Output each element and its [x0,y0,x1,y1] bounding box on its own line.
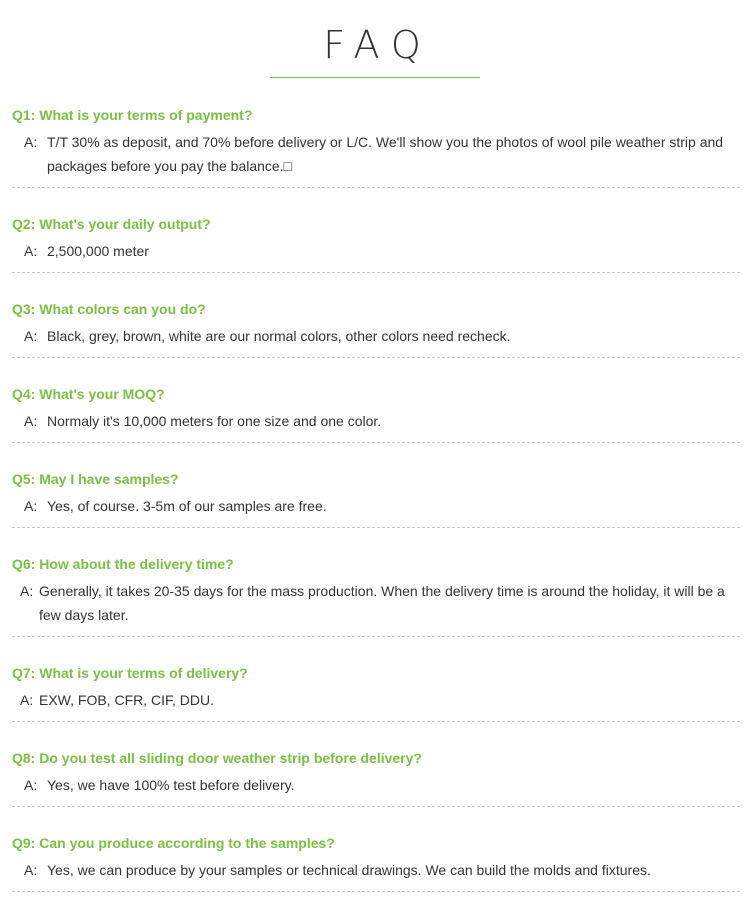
answer-text: Generally, it takes 20-35 days for the mass production. When the delivery time is around the holiday, it will be a few days later. [39,583,725,623]
faq-item-7 [12,654,740,722]
answer-prefix: A: [24,134,38,150]
answer-prefix: A: [24,862,38,878]
answer-prefix: A: [24,243,38,259]
title-underline [270,77,480,78]
faq-item-1 [12,96,740,188]
faq-question: Q9: Can you produce according to the samples? [12,835,335,851]
faq-question: Q1: What is your terms of payment? [12,107,253,123]
answer-prefix: A: [24,777,38,793]
faq-answer [12,409,740,433]
page-title: FAQ [323,23,433,67]
faq-answer [12,324,740,348]
answer-prefix: A: [24,413,38,429]
faq-answer [12,130,740,178]
faq-question: Q2: What's your daily output? [12,216,211,232]
answer-text: 2,500,000 meter [47,243,149,259]
faq-question: Q5: May I have samples? [12,471,179,487]
faq-answer [12,773,740,797]
answer-text: Yes, of course. 3-5m of our samples are free. [47,498,327,514]
faq-question: Q6: How about the delivery time? [12,556,234,572]
answer-text: Normaly it's 10,000 meters for one size and one color. [47,413,382,429]
answer-text: EXW, FOB, CFR, CIF, DDU. [39,692,215,708]
answer-text: Black, grey, brown, white are our normal colors, other colors need recheck. [47,328,511,344]
answer-prefix: A: [24,498,38,514]
faq-answer [12,579,740,627]
answer-text: Yes, we can produce by your samples or technical drawings. We can build the molds and fixtures. [47,862,651,878]
faq-answer [12,239,740,263]
faq-question: Q4: What's your MOQ? [12,386,165,402]
faq-question: Q8: Do you test all sliding door weather strip before delivery? [12,750,422,766]
faq-item-5 [12,460,740,528]
faq-answer [12,858,740,882]
answer-prefix: A: [20,583,34,599]
faq-item-4 [12,375,740,443]
faq-item-8 [12,739,740,807]
faq-answer [12,494,740,518]
faq-item-3 [12,290,740,358]
answer-prefix: A: [20,692,34,708]
faq-question: Q7: What is your terms of delivery? [12,665,248,681]
faq-item-6 [12,545,740,637]
faq-answer [12,688,740,712]
answer-prefix: A: [24,328,38,344]
answer-text: Yes, we have 100% test before delivery. [47,777,295,793]
faq-item-2 [12,205,740,273]
faq-list [12,96,740,909]
answer-text: T/T 30% as deposit, and 70% before delivery or L/C. We'll show you the photos of wool pile weather strip and packages before you pay the balance.□ [47,134,724,174]
faq-item-9 [12,824,740,892]
faq-question: Q3: What colors can you do? [12,301,206,317]
